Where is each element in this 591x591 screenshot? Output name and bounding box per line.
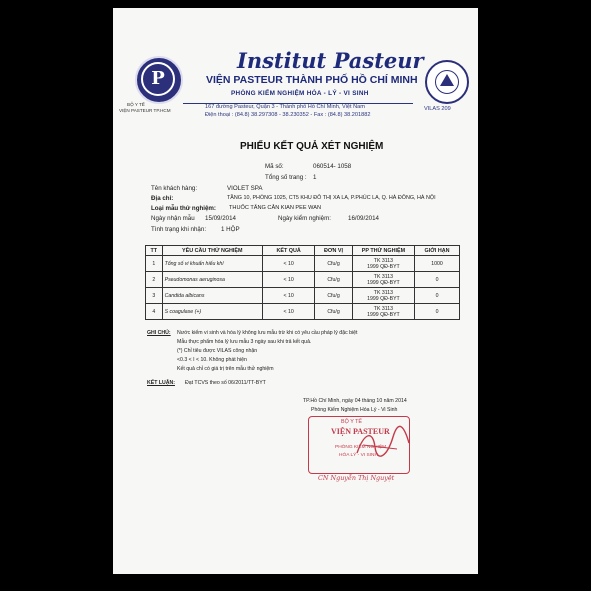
sample-type-label: Loại mẫu thử nghiệm:	[151, 205, 216, 212]
pasteur-logo-icon: P	[135, 56, 183, 104]
table-header-row	[146, 246, 460, 256]
vilas-code: VILAS 209	[424, 106, 451, 112]
department-line: Phòng Kiểm Nghiệm Hóa Lý - Vi Sinh	[311, 407, 398, 413]
col-header-limit: GIỚI HẠN	[415, 246, 460, 256]
results-table	[145, 245, 460, 320]
address-line: 167 đường Pasteur, Quận 3 - Thành phố Hồ Chí Minh, Việt Nam	[205, 104, 365, 110]
signature-icon	[353, 423, 413, 463]
ma-so-label: Mã số:	[265, 163, 284, 170]
note-line-5: Kết quả chỉ có giá trị trên mẫu thử nghiệm	[177, 366, 274, 372]
cell-method: TK 3113 1999 QĐ-BYT	[352, 304, 414, 320]
document-page	[113, 8, 478, 574]
date-line: TP.Hồ Chí Minh, ngày 04 tháng 10 năm 2014	[303, 398, 407, 404]
col-header-tt: TT	[146, 246, 163, 256]
phone-line: Điện thoại : (84.8) 38.297308 - 38.230352 - Fax : (84.8) 38.201882	[205, 112, 371, 118]
cell-unit: Cfu/g	[315, 288, 352, 304]
cell-test: Candida albicans	[162, 288, 262, 304]
signer-name: CN Nguyễn Thị Nguyệt	[318, 474, 395, 482]
condition-label: Tình trạng khi nhận:	[151, 226, 207, 233]
stamp-line-4: HÓA LÝ - VI SINH	[339, 453, 378, 458]
institute-name: VIỆN PASTEUR THÀNH PHỐ HỒ CHÍ MINH	[206, 74, 418, 86]
cell-result: < 10	[262, 256, 314, 272]
cell-tt: 2	[146, 272, 163, 288]
cell-limit: 0	[415, 272, 460, 288]
cell-unit: Cfu/g	[315, 256, 352, 272]
table-row	[146, 288, 460, 304]
col-header-method: PP THỬ NGHIỆM	[352, 246, 414, 256]
lab-name: PHÒNG KIỂM NGHIỆM HÓA - LÝ - VI SINH	[231, 90, 369, 97]
note-line-3: (*) Chỉ tiêu được VILAS công nhận	[177, 348, 258, 354]
col-header-result: KẾT QUẢ	[262, 246, 314, 256]
cell-unit: Cfu/g	[315, 272, 352, 288]
address-label: Địa chỉ:	[151, 195, 174, 202]
document-title: PHIẾU KẾT QUẢ XÉT NGHIỆM	[240, 141, 384, 152]
cell-tt: 3	[146, 288, 163, 304]
logo-caption-institute: VIỆN PASTEUR TP.HCM	[119, 108, 171, 113]
ma-so-value: 060514- 1058	[313, 163, 352, 170]
stamp-line-3: PHÒNG KIỂM NGHIỆM	[335, 445, 387, 450]
cell-unit: Cfu/g	[315, 304, 352, 320]
test-date-label: Ngày kiểm nghiệm:	[278, 215, 331, 222]
cell-method: TK 3113 1999 QĐ-BYT	[352, 272, 414, 288]
conclusion-text: Đạt TCVS theo số 06/2011/TT-BYT	[185, 380, 266, 386]
cell-limit: 1000	[415, 256, 460, 272]
note-line-4: <0.3 < I < 10. Không phát hiện	[177, 357, 247, 363]
notes-label: GHI CHÚ:	[147, 330, 171, 336]
note-line-2: Mẫu thực phẩm hóa lý lưu mẫu 3 ngày sau khi trả kết quả.	[177, 339, 312, 345]
table-row	[146, 304, 460, 320]
stamp-line-2: VIỆN PASTEUR	[331, 427, 390, 436]
cell-tt: 1	[146, 256, 163, 272]
page-count-label: Tổng số trang :	[265, 174, 307, 181]
cell-result: < 10	[262, 288, 314, 304]
cell-result: < 10	[262, 304, 314, 320]
conclusion-label: KẾT LUẬN:	[147, 380, 175, 386]
received-date-value: 15/09/2014	[205, 215, 236, 222]
cell-result: < 10	[262, 272, 314, 288]
institut-title: Institut Pasteur	[237, 48, 424, 73]
address-value: TẦNG 10, PHÒNG 1025, CT5 KHU ĐÔ THỊ XA LA, P.PHÚC LA, Q. HÀ ĐÔNG, HÀ NỘI	[227, 195, 436, 201]
cell-method: TK 3113 1999 QĐ-BYT	[352, 288, 414, 304]
col-header-unit: ĐƠN VỊ	[315, 246, 352, 256]
table-row	[146, 272, 460, 288]
cell-test: Tổng số vi khuẩn hiếu khí	[162, 256, 262, 272]
customer-value: VIOLET SPA	[227, 185, 263, 192]
logo-caption-ministry: BỘ Y TẾ	[127, 102, 145, 107]
test-date-value: 16/09/2014	[348, 215, 379, 222]
condition-value: 1 HỘP	[221, 226, 240, 233]
cell-test: Pseudomonas aeruginosa	[162, 272, 262, 288]
note-line-1: Nước kiểm vi sinh và hóa lý không lưu mẫu trừ khi có yêu cầu pháp lý đặc biệt	[177, 330, 358, 336]
received-date-label: Ngày nhận mẫu	[151, 215, 195, 222]
cell-limit: 0	[415, 288, 460, 304]
cell-method: TK 3113 1999 QĐ-BYT	[352, 256, 414, 272]
stamp-line-1: BỘ Y TẾ	[341, 419, 362, 425]
table-row	[146, 256, 460, 272]
sample-type-value: THUỐC TĂNG CÂN KIAN PEE WAN	[229, 205, 321, 211]
cell-test: S coagulase (+)	[162, 304, 262, 320]
page-count-value: 1	[313, 174, 317, 181]
cell-limit: 0	[415, 304, 460, 320]
customer-label: Tên khách hàng:	[151, 185, 198, 192]
cell-tt: 4	[146, 304, 163, 320]
accreditation-seal-icon	[425, 60, 469, 104]
col-header-test: YÊU CẦU THỬ NGHIỆM	[162, 246, 262, 256]
